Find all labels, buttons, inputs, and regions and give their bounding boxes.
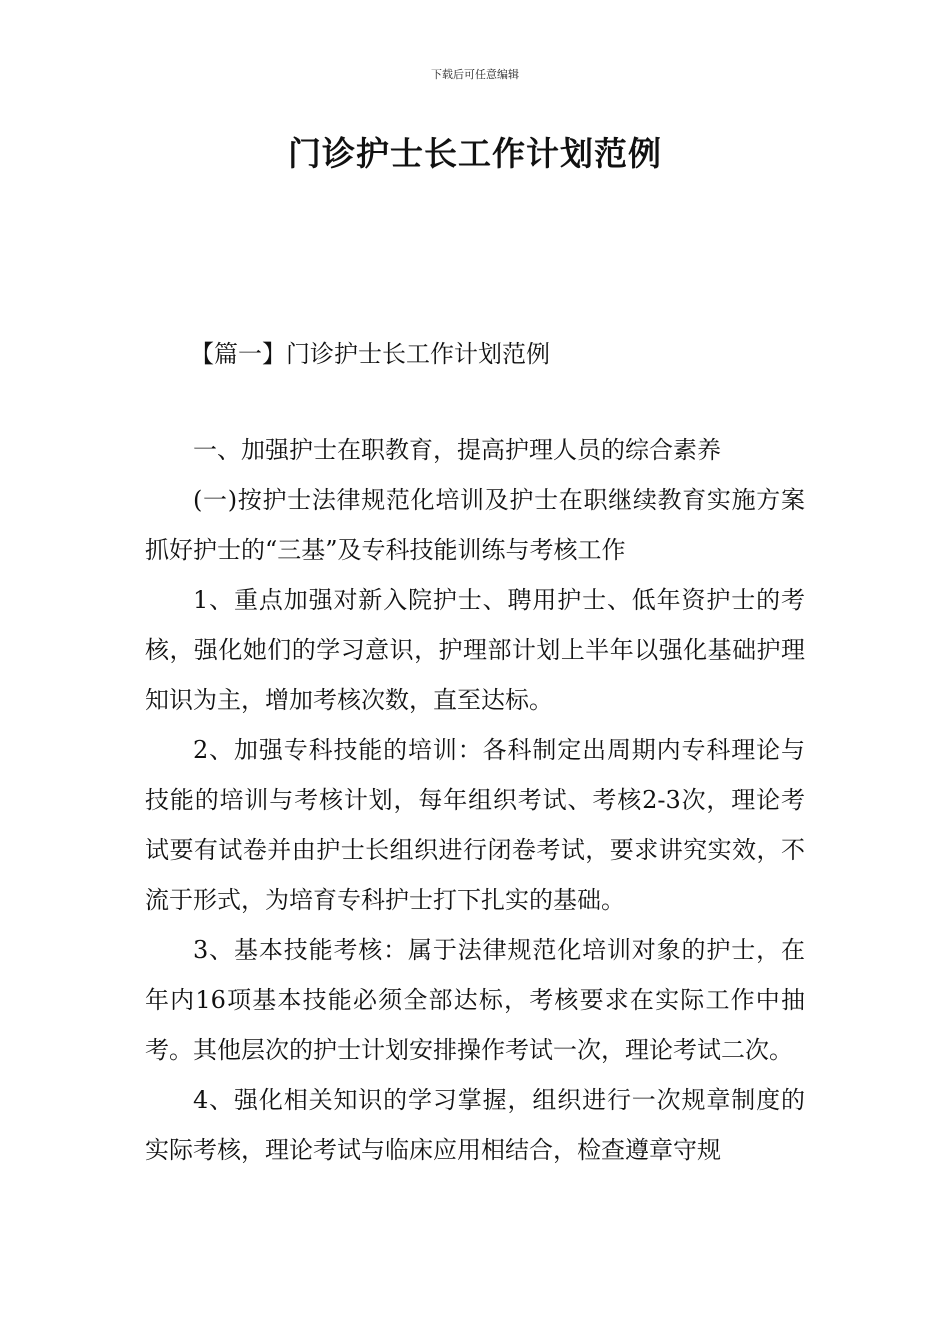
document-body (145, 425, 805, 1175)
header-note: 下载后可任意编辑 (431, 68, 519, 81)
paragraph: 一、加强护士在职教育，提高护理人员的综合素养 (193, 436, 721, 464)
document-title: 门诊护士长工作计划范例 (288, 134, 662, 173)
paragraph: 3、基本技能考核：属于法律规范化培训对象的护士，在年内16项基本技能必须全部达标，考核要求在实际工作中抽考。其他层次的护士计划安排操作考试一次，理论考试二次。 (145, 936, 805, 1064)
paragraph: 4、强化相关知识的学习掌握，组织进行一次规章制度的实际考核，理论考试与临床应用相结合，检查遵章守规 (145, 1086, 805, 1164)
paragraph: 2、加强专科技能的培训：各科制定出周期内专科理论与技能的培训与考核计划，每年组织考试、考核2-3次，理论考试要有试卷并由护士长组织进行闭卷考试，要求讲究实效，不流于形式，为培育专科护士打下扎实的基础。 (145, 736, 805, 914)
section-heading: 【篇一】门诊护士长工作计划范例 (190, 340, 550, 368)
paragraph: (一)按护士法律规范化培训及护士在职继续教育实施方案抓好护士的“三基”及专科技能训练与考核工作 (145, 486, 805, 564)
paragraph: 1、重点加强对新入院护士、聘用护士、低年资护士的考核，强化她们的学习意识，护理部计划上半年以强化基础护理知识为主，增加考核次数，直至达标。 (145, 586, 805, 714)
